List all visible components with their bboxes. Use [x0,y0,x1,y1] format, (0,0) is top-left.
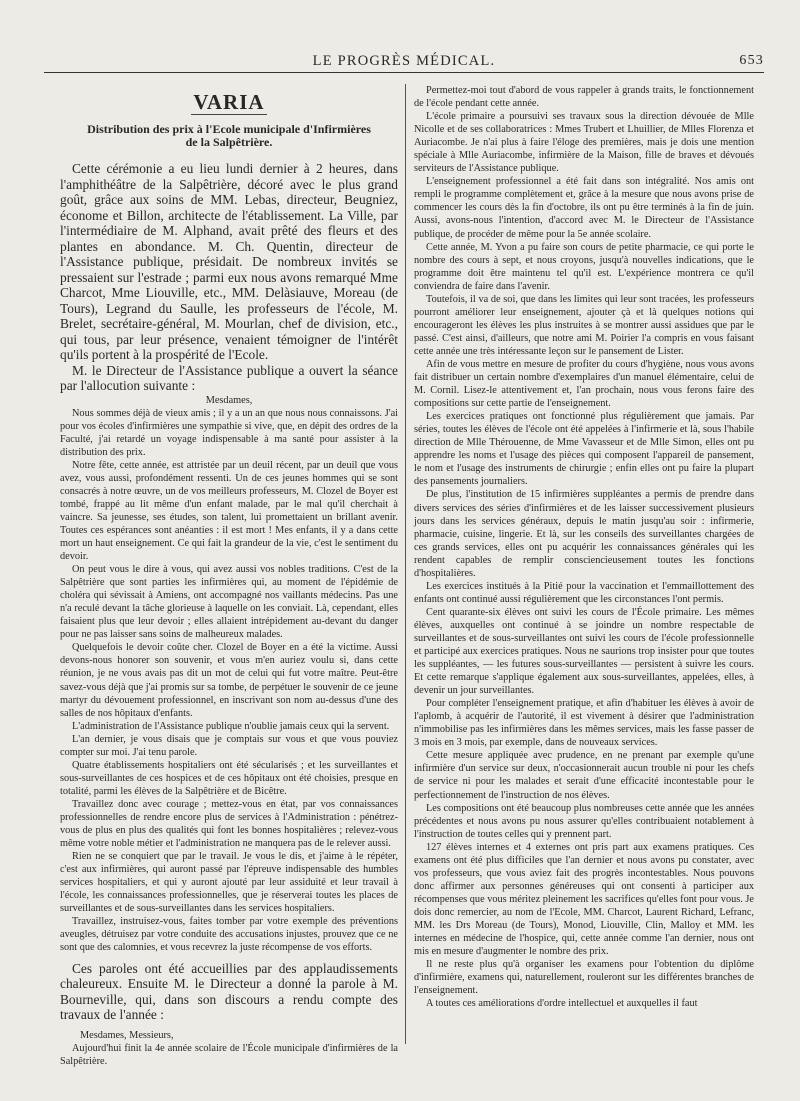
speech-paragraph: Afin de vous mettre en mesure de profiter du cours d'hygiène, nous vous avons fait distribuer un certain nombre d'exemplaires d'un manuel élémentaire, celui de M. Cornil. Lisez-le attentivement et, l'an prochain, nous vous ferons faire des compositions sur cette partie de l'enseignement. [414,358,754,410]
speech-paragraph: Quelquefois le devoir coûte cher. Clozel de Boyer en a été la victime. Aussi devons-nous honorer son souvenir, et vous m'en auriez voulu si, dans cette réunion, je ne vous avais pas dit un mot de celui qui fut votre maître. Peut-être savez-vous déjà que j'ai promis sur sa tombe, de perpétuer le souvenir de ce jeune martyr du dévouement professionnel, en inscrivant son nom au-dessus d'une des salles de nos hôpitaux d'enfants. [60,642,398,719]
page-number: 653 [739,53,764,68]
speech-paragraph: De plus, l'institution de 15 infirmières suppléantes a permis de prendre dans divers services des séries d'infirmières et de les laisser successivement plusieurs jours dans les services généraux, depuis le matin jusqu'au soir : infirmerie, pharmacie, cuisine, lingerie. Et là, sur les conseils des surveillantes chargées de ces grands services, elles ont pu acquérir les connaissances générales qui les rendent capables de remplir consciencieusement toutes les fonctions d'hospitalières. [414,489,754,579]
speech-paragraph: L'administration de l'Assistance publique n'oublie jamais ceux qui la servent. [72,720,390,732]
speech-paragraph: Nous sommes déjà de vieux amis ; il y a un an que nous nous connaissons. J'ai pour vos écoles d'infirmières une sympathie si vive, que, en dépit des ordres de la Faculté, j'ai retardé un voyage indispensable à ma santé pour assister à la distribution des prix. [60,407,398,458]
article-subtitle: Distribution des prix à l'Ecole municipale d'Infirmières de la Salpêtrière. [87,122,371,149]
speech-paragraph: Toutefois, il va de soi, que dans les limites qui leur sont tracées, les professeurs pourront améliorer leur enseignement, ajouter çà et là quelques notions qui encourageront les élèves les plus instruites à se montrer aussi assidues que par le passé. C'est ainsi, d'ailleurs, que notre ami M. Poirier l'a compris en vous faisant cette année une très intéressante leçon sur le pansement de Lister. [414,293,754,357]
speech-paragraph: Il ne reste plus qu'à organiser les examens pour l'obtention du diplôme d'infirmière, examens qui, naturellement, rouleront sur les différentes branches de l'enseignement. [414,959,754,997]
director-intro-paragraph: M. le Directeur de l'Assistance publique a ouvert la séance par l'allocution suivante : [60,362,398,393]
speech-paragraph: L'an dernier, je vous disais que je comptais sur vous et que vous pouviez compter sur moi. J'ai tenu parole. [60,733,398,758]
speech-paragraph: L'école primaire a poursuivi ses travaux sous la direction dévouée de Mlle Nicolle et de ses collaboratrices : Mmes Trubert et Lhuillier, de Mlles Florenza et Auriacombe. Je n'ai plus à faire l'éloge des premières, mais je dois une mention spéciale à Mlle Auriacombe, infirmière de la Maison, fille de braves et dévoués serviteurs de l'Assistance publique. [414,111,754,175]
speech-paragraph: Cette année, M. Yvon a pu faire son cours de petite pharmacie, ce qui porte le nombre des cours à sept, et nous croyons, jusqu'à nouvelles indications, que le programme doit être maintenu tel qu'il est. L'expérience montrera ce qu'il conviendra de faire dans l'avenir. [414,241,754,292]
journal-title: LE PROGRÈS MÉDICAL. [312,53,496,69]
speech-paragraph: Les exercices pratiques ont fonctionné plus régulièrement que jamais. Par séries, toutes les élèves de l'école ont été appelées à l'infirmerie et là, sous l'habile direction de Mlle Thérouenne, de Mme Vavasseur et de Mlle Simon, elles ont pu apprendre les noms et l'usage des pièces qui composent l'appareil de pansement, le nom et l'usage des instruments de chirurgie ; enfin elles ont pu faire la plupart des pansements journaliers. [414,411,754,488]
transition-paragraph: Ces paroles ont été accueillies par des applaudissements chaleureux. Ensuite M. le Directeur a donné la parole à M. Bourneville, qui, dans son discours a rendu compte des travaux de l'année : [60,960,398,1023]
speech-paragraph: Travaillez donc avec courage ; mettez-vous en état, par vos connaissances professionnelles de rendre encore plus de services à l'Administration : pénétrez-vous de plus en plus des qualités qui font les bonnes hospitalières ; relevez-vous même votre noble métier et l'administration ne manquera pas de le relever aussi. [60,798,398,850]
right-column [414,84,754,1061]
speech-paragraph: On peut vous le dire à vous, qui avez aussi vos nobles traditions. C'est de la Salpêtrière que sont parties les infirmières qui, au moment de l'épidémie de choléra qui sévissait à Amiens, ont accompagné nos vaillants médecins. Pas une n'a reculé devant la tâche glorieuse à laquelle on les conviait. Là, cependant, elles faisaient plus que leur devoir ; elles allaient intrépidement au-devant du danger pour ne pas laisser sans soins de malheureux malades. [60,564,398,641]
speech-paragraph: Permettez-moi tout d'abord de vous rappeler à grands traits, le fonctionnement de l'école pendant cette année. [414,85,754,110]
left-column [60,84,398,1067]
speech-paragraph: Notre fête, cette année, est attristée par un deuil récent, par un deuil que vous avez, vous aussi, profondément ressenti. Un de ces jeunes hommes qui se sont consacrés à notre œuvre, un de vos meilleurs professeurs, M. Clozel de Boyer est tombé, frappé au lit même d'un enfant malade, par le mal qu'il cherchait à vaincre. Sa jeunesse, ses études, son talent, lui promettaient un brillant avenir. Toutes ces espérances sont anéanties : il est mort ! Mes enfants, il y a dans cette mort un haut enseignement. Ce qui fait la grandeur de la vie, c'est le sentiment du devoir. [60,459,398,563]
section-title: VARIA [193,90,265,114]
speech-paragraph: Cette mesure appliquée avec prudence, en ne prenant par exemple qu'une infirmière d'un service sur deux, n'occasionnerait aucun trouble ni pour les chefs de service ni pour les malades et serait d'une efficacité incontestable pour le perfectionnement de l'instruction de nos élèves. [414,750,754,801]
speech-paragraph: A toutes ces améliorations d'ordre intellectuel et auxquelles il faut [426,998,698,1010]
speech-paragraph: Rien ne se conquiert que par le travail. Je vous le dis, et j'aime à le répéter, c'est aux infirmières, qui auront passé par l'épreuve indispensable des humbles services hospitaliers, et qui y auront ajouté par leur assiduité et leur travail à l'école, les connaissances professionnelles, que je réserverai toutes les places de surveillantes et de sous-surveillantes dans les services hospitaliers. [60,851,398,915]
speech-paragraph: Cent quarante-six élèves ont suivi les cours de l'École primaire. Les mêmes élèves, auxquelles ont continué à se joindre un nombre respectable de surveillantes et de sous-surveillantes ont suivi les cours de l'école professionnelle et participé aux exercices pratiques. Nous ne saurions trop insister pour que toutes les suppléantes, — les futures sous-surveillantes — persistent à suivre les cours. Et cette remarque s'applique également aux sous-surveillantes, appelées, elles, à devenir un jour surveillantes. [414,606,754,697]
speech-paragraph: Aujourd'hui finit la 4e année scolaire de l'École municipale d'infirmières de la Salpêtrière. [60,1042,398,1067]
intro-paragraph: Cette cérémonie a eu lieu lundi dernier à 2 heures, dans l'amphithéâtre de la Salpêtrière, décoré avec le plus grand goût, grâce aux soins de MM. Lebas, directeur, Beugniez, économe et Billon, architecte de l'établissement. La Ville, par l'intermédiaire de M. Alphand, avait prêté des fleurs et des plantes en abondance. M. Ch. Quentin, directeur de l'Assistance publique, présidait. De nombreux invités se pressaient sur l'estrade ; parmi eux nous avons remarqué Mme Charcot, Mme Liouville, etc., MM. Delàsiauve, Moreau (de Tours), Legrand du Saulle, les professeurs de l'école, M. Brelet, secrétaire-général, M. Mourlan, chef de division, etc., qui tous, par leur présence, venaient témoigner de l'intérêt qu'ils portent à la prospérité de l'Ecole. [60,161,398,362]
speech-paragraph: Les compositions ont été beaucoup plus nombreuses cette année que les années précédentes et nous avons pu nous assurer qu'elles contribuaient notablement à l'instruction de toutes celles qui y prennent part. [414,802,754,840]
speech-paragraph: Travaillez, instruisez-vous, faites tomber par votre exemple des préventions aveugles, détruisez par votre conduite des accusations injustes, prouvez que ce ne sont que des calomnies, et vous recevrez la juste récompense de vos efforts. [60,916,398,954]
speech-salutation: Mesdames, [205,394,253,406]
speech-paragraph: Les exercices institués à la Pitié pour la vaccination et l'emmaillottement des enfants ont continué aussi régulièrement que les circonstances l'ont permis. [414,580,754,605]
column-divider [405,84,406,1044]
speech-salutation: Mesdames, Messieurs, [80,1029,174,1041]
speech-paragraph: Pour compléter l'enseignement pratique, et afin d'habituer les élèves à avoir de l'aplomb, à acquérir de l'autorité, il est vivement à désirer que l'administration n'immobilise pas les infirmières dans les mêmes services, mais les fasse passer de 3 mois en 3 mois, par exemple, dans de nouveaux services. [414,698,754,749]
speech-paragraph: 127 élèves internes et 4 externes ont pris part aux examens pratiques. Ces examens ont été plus difficiles que l'an dernier et nous avons pu constater, avec vos professeurs, que vous aviez fait des progrès incontestables. Nous pouvons donc affirmer aux personnes généreuses qui ont consenti à participer aux récompenses que vous méritez pleinement les sacrifices qu'elles font pour vous. Je dois donc remercier, au nom de l'Ecole, MM. Charcot, Laurent Richard, Lefranc, MM. les Drs Moreau (de Tours), Monod, Liouville, Clin, Malloy et MM. les internes en médecine de l'hospice, qui, cette année comme l'an dernier, nous ont mis en mesure d'augmenter le nombre des prix. [414,841,754,958]
speech-paragraph: L'enseignement professionnel a été fait dans son intégralité. Nos amis ont rempli le programme complètement et, grâce à la mesure que nous avons prise de commencer les cours dès la fin d'octobre, ils ont pu être terminés à la fin de juin. Aussi, avons-nous l'intention, d'accord avec M. le Directeur de l'Assistance publique, de procéder de même pour la 5e année scolaire. [414,176,754,240]
speech-paragraph: Quatre établissements hospitaliers ont été sécularisés ; et les surveillantes et sous-surveillantes de ces hospices et de ces hôpitaux ont été choisies, presque en totalité, parmi les élèves de la Salpêtrière et de Bicêtre. [60,759,398,797]
running-header [44,52,764,73]
